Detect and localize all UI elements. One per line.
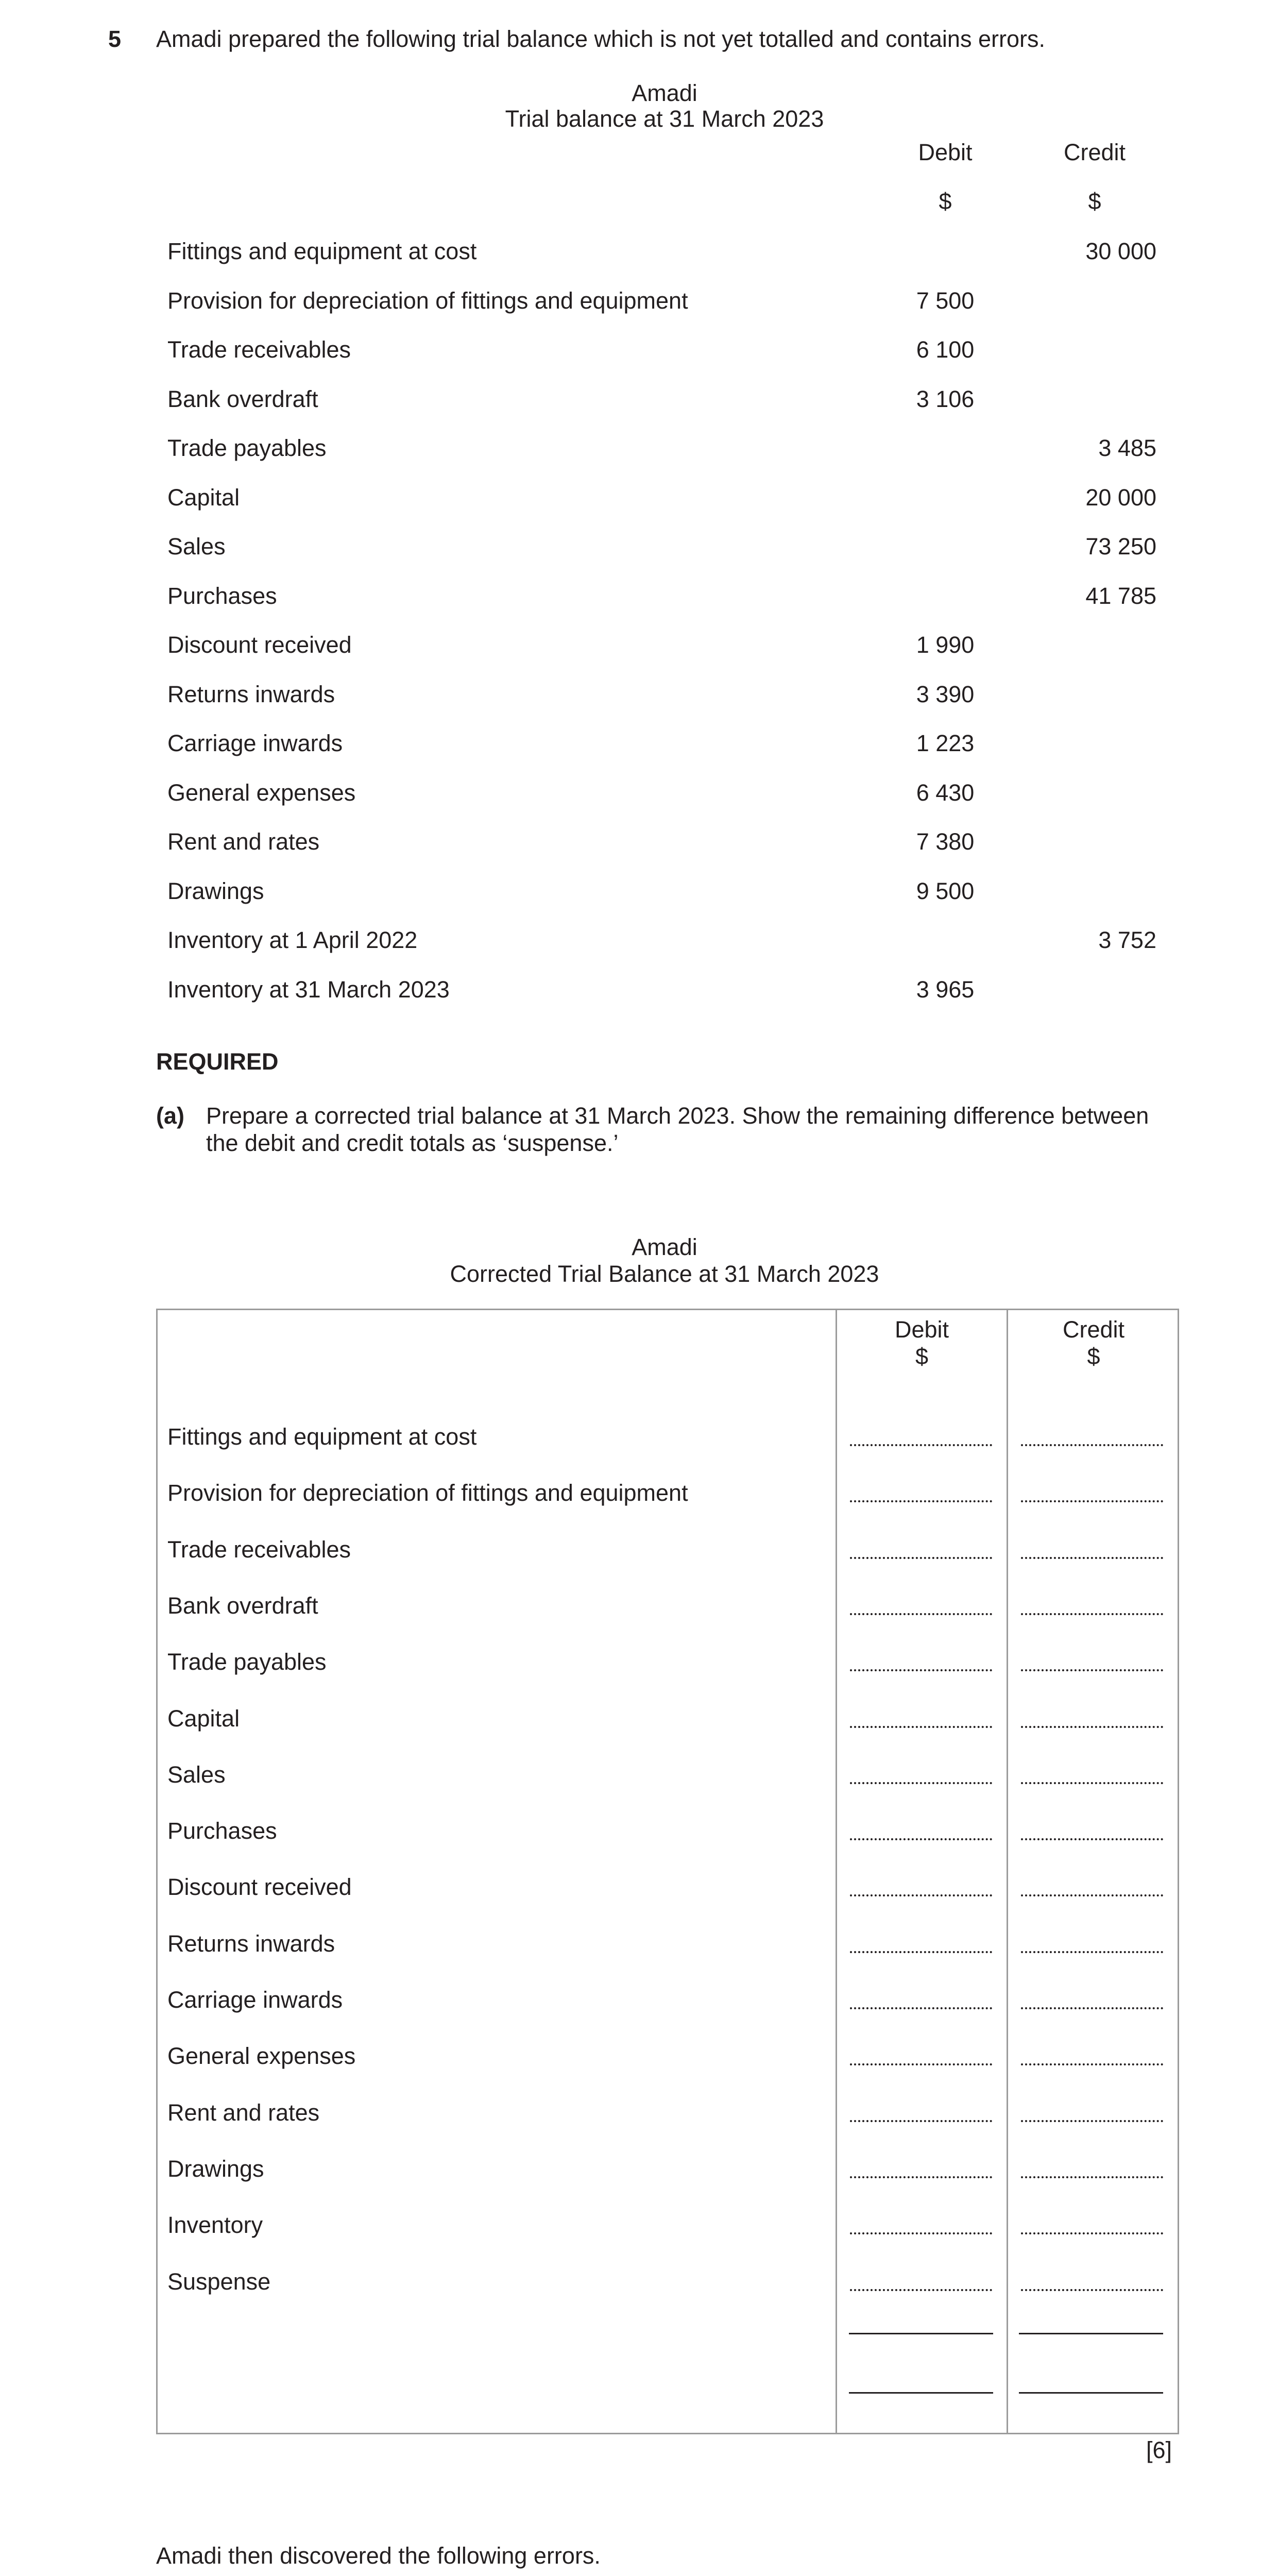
ctb-row-label: Drawings [167,2155,264,2182]
tb-row [167,336,1192,367]
ctb-credit-answer-line[interactable] [1021,1669,1163,1671]
ctb-debit-answer-line[interactable] [850,1951,992,1953]
ctb-row-label: Suspense [167,2268,271,2295]
ctb-credit-answer-line[interactable] [1021,2176,1163,2178]
ctb-credit-currency: $ [1087,1343,1100,1369]
tb-row-debit: 1 990 [916,632,975,658]
tb-row-label: Discount received [167,632,352,658]
tb-row-label: Fittings and equipment at cost [167,238,477,264]
ctb-row-label: Carriage inwards [167,1987,343,2013]
ctb-row-label: Returns inwards [167,1930,335,1957]
ctb-debit-answer-line[interactable] [850,2289,992,2291]
corrected-tb-table [156,1309,1179,2434]
ctb-row-label: Purchases [167,1818,277,1844]
tb-row-label: General expenses [167,779,356,806]
tb-row [167,681,1192,712]
ctb-credit-answer-line[interactable] [1021,1500,1163,1502]
tb-row-label: Returns inwards [167,681,335,707]
ctb-row-label: Trade receivables [167,1536,351,1563]
tb-row-label: Provision for depreciation of fittings and equipment [167,287,688,314]
ctb-row-label: Discount received [167,1874,352,1901]
trial-balance-title: Trial balance at 31 March 2023 [505,106,824,132]
ctb-row-label: Sales [167,1761,226,1788]
ctb-row-label: Trade payables [167,1649,327,1675]
ctb-row-label: General expenses [167,2043,356,2070]
tb-row [167,583,1192,614]
tb-row-credit: 73 250 [1085,533,1156,560]
ctb-row-label: Provision for depreciation of fittings and equipment [167,1480,688,1506]
tb-row-label: Purchases [167,582,277,609]
trial-balance-name: Amadi [632,80,697,106]
tb-row [167,533,1192,564]
tb-row-label: Inventory at 1 April 2022 [167,927,418,953]
ctb-debit-total-line-bottom [849,2392,993,2394]
part-a-text-line2: the debit and credit totals as ‘suspense.’ [206,1130,619,1156]
ctb-debit-answer-line[interactable] [850,1782,992,1784]
ctb-row-label: Capital [167,1705,240,1732]
ctb-credit-answer-line[interactable] [1021,2232,1163,2234]
ctb-credit-header: Credit [1062,1316,1125,1343]
ctb-credit-answer-line[interactable] [1021,1951,1163,1953]
tb-row-label: Carriage inwards [167,730,343,756]
ctb-credit-answer-line[interactable] [1021,1726,1163,1728]
ctb-debit-answer-line[interactable] [850,2063,992,2065]
tb-row-debit: 3 965 [916,976,975,1003]
ctb-credit-answer-line[interactable] [1021,1782,1163,1784]
ctb-debit-answer-line[interactable] [850,1669,992,1671]
ctb-credit-answer-line[interactable] [1021,1613,1163,1615]
tb-row-label: Trade receivables [167,336,351,363]
tb-row [167,484,1192,515]
tb-row-debit: 6 430 [916,779,975,806]
tb-row-debit: 7 500 [916,287,975,314]
ctb-debit-answer-line[interactable] [850,1613,992,1615]
tb-row-label: Bank overdraft [167,385,318,412]
part-a-text-line1: Prepare a corrected trial balance at 31 March 2023. Show the remaining difference between [206,1103,1149,1129]
corrected-tb-name: Amadi [632,1234,697,1260]
part-a-label: (a) [156,1103,184,1129]
ctb-debit-answer-line[interactable] [850,1500,992,1502]
ctb-row-label: Fittings and equipment at cost [167,1423,477,1450]
ctb-debit-answer-line[interactable] [850,2176,992,2178]
tb-row-debit: 3 390 [916,681,975,707]
errors-intro: Amadi then discovered the following errors. [156,2543,601,2569]
tb-row [167,287,1192,318]
required-heading-1: REQUIRED [156,1048,279,1075]
tb-row [167,386,1192,417]
tb-row-label: Sales [167,533,226,560]
ctb-row-label: Inventory [167,2212,263,2239]
tb-row-credit: 41 785 [1085,582,1156,609]
tb-row [167,730,1192,761]
tb-row-label: Rent and rates [167,828,320,855]
tb-row-debit: 6 100 [916,336,975,363]
ctb-credit-answer-line[interactable] [1021,1444,1163,1446]
tb-row-debit: 3 106 [916,385,975,412]
corrected-tb-divider-2 [1007,1309,1008,2434]
ctb-credit-total-line-top [1019,2333,1163,2334]
ctb-debit-answer-line[interactable] [850,2007,992,2009]
ctb-debit-answer-line[interactable] [850,1838,992,1840]
ctb-credit-answer-line[interactable] [1021,2120,1163,2122]
tb-credit-currency: $ [1088,188,1101,214]
ctb-credit-answer-line[interactable] [1021,1838,1163,1840]
tb-row [167,238,1192,269]
tb-row-label: Trade payables [167,435,327,461]
tb-row-label: Drawings [167,877,264,904]
tb-row [167,878,1192,909]
question-text: Amadi prepared the following trial balance which is not yet totalled and contains errors. [156,26,1045,52]
tb-row-credit: 30 000 [1085,238,1156,264]
corrected-tb-divider-1 [836,1309,837,2434]
tb-debit-header: Debit [918,139,973,165]
question-number: 5 [108,26,122,52]
ctb-debit-answer-line[interactable] [850,1557,992,1559]
ctb-debit-header: Debit [894,1316,949,1343]
tb-debit-currency: $ [939,188,952,214]
tb-row-debit: 1 223 [916,730,975,756]
tb-row [167,927,1192,958]
tb-row-debit: 9 500 [916,877,975,904]
tb-row-credit: 20 000 [1085,484,1156,511]
ctb-row-label: Bank overdraft [167,1592,318,1619]
ctb-credit-answer-line[interactable] [1021,1894,1163,1896]
ctb-debit-total-line-top [849,2333,993,2334]
tb-row-credit: 3 752 [1098,927,1156,953]
ctb-credit-answer-line[interactable] [1021,2289,1163,2291]
tb-row-credit: 3 485 [1098,435,1156,461]
part-a-marks: [6] [1146,2437,1172,2463]
ctb-debit-currency: $ [915,1343,929,1369]
ctb-debit-answer-line[interactable] [850,2232,992,2234]
ctb-debit-answer-line[interactable] [850,1894,992,1896]
tb-row [167,828,1192,859]
ctb-row-label: Rent and rates [167,2099,320,2126]
ctb-credit-total-line-bottom [1019,2392,1163,2394]
ctb-debit-answer-line[interactable] [850,2120,992,2122]
ctb-credit-answer-line[interactable] [1021,1557,1163,1559]
ctb-debit-answer-line[interactable] [850,1726,992,1728]
tb-row [167,632,1192,663]
tb-row-label: Inventory at 31 March 2023 [167,976,450,1003]
tb-row-label: Capital [167,484,240,511]
tb-row [167,779,1192,810]
tb-row-debit: 7 380 [916,828,975,855]
tb-credit-header: Credit [1063,139,1126,165]
ctb-credit-answer-line[interactable] [1021,2063,1163,2065]
corrected-tb-title: Corrected Trial Balance at 31 March 2023 [450,1261,879,1287]
ctb-credit-answer-line[interactable] [1021,2007,1163,2009]
tb-row [167,976,1192,1007]
tb-row [167,435,1192,466]
ctb-debit-answer-line[interactable] [850,1444,992,1446]
